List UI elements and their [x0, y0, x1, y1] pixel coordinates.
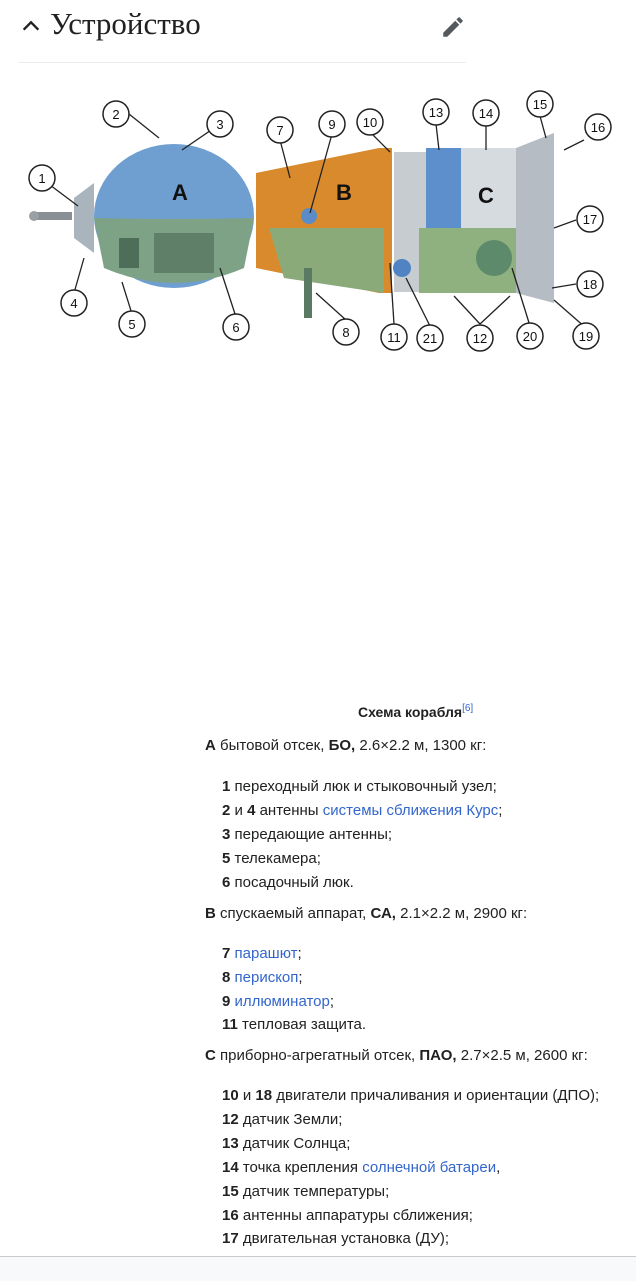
callout-label-17: 17: [582, 212, 598, 227]
callout-label-18: 18: [582, 277, 598, 292]
list-item: 5 телекамера;: [222, 850, 321, 867]
figure-caption: [358, 703, 473, 720]
callout-label-21: 21: [422, 331, 438, 346]
kurs-system-link[interactable]: системы сближения Курс: [322, 802, 499, 819]
periscope-link[interactable]: перископ: [234, 969, 299, 986]
service-module: [393, 133, 554, 303]
list-item: 6 посадочный люк.: [222, 874, 354, 891]
callout-label-10: 10: [362, 115, 378, 130]
list-item: 3 передающие антенны;: [222, 826, 393, 843]
callout-label-6: 6: [232, 320, 240, 335]
porthole-link[interactable]: иллюминатор: [234, 993, 330, 1010]
list-item: 7 парашют;: [222, 945, 302, 962]
callout-label-11: 11: [387, 330, 401, 345]
section-header[interactable]: [18, 0, 466, 63]
callout-label-13: 13: [428, 105, 444, 120]
callout-label-20: 20: [522, 329, 538, 344]
group-a-heading: A бытовой отсек, БО, 2.6×2.2 м, 1300 кг:: [205, 737, 487, 754]
callout-label-1: 1: [38, 171, 46, 186]
parachute-link[interactable]: парашют: [234, 945, 298, 962]
callout-label-2: 2: [112, 107, 120, 122]
edit-pencil-icon[interactable]: [440, 14, 466, 40]
list-item: 8 перископ;: [222, 969, 303, 986]
callout-label-19: 19: [578, 329, 594, 344]
descent-module: [256, 148, 392, 318]
list-item: 2 и 4 антенны системы сближения Курс;: [222, 802, 503, 819]
orbital-module: [29, 144, 254, 288]
callout-label-4: 4: [70, 296, 78, 311]
callout-label-14: 14: [478, 106, 494, 121]
bottom-toolbar: [0, 1256, 636, 1281]
list-item: 14 точка крепления солнечной батареи,: [222, 1159, 501, 1176]
list-item: 12 датчик Земли;: [222, 1111, 343, 1128]
list-item: 15 датчик температуры;: [222, 1183, 390, 1200]
list-item: 9 иллюминатор;: [222, 993, 335, 1010]
chevron-up-icon[interactable]: [20, 15, 42, 37]
caption-text: Схема корабля: [358, 704, 463, 720]
callout-label-7: 7: [276, 123, 284, 138]
list-item: 16 антенны аппаратуры сближения;: [222, 1207, 473, 1224]
solar-battery-link[interactable]: солнечной батареи: [362, 1159, 497, 1176]
compartment-letter-a: A: [172, 180, 188, 205]
compartment-letter-b: B: [336, 180, 352, 205]
callout-label-15: 15: [532, 97, 548, 112]
callout-label-8: 8: [342, 325, 350, 340]
section-title: Устройство: [50, 6, 201, 41]
list-item: 13 датчик Солнца;: [222, 1135, 351, 1152]
callout-label-5: 5: [128, 317, 136, 332]
list-item: 1 переходный люк и стыковочный узел;: [222, 778, 497, 795]
group-b-heading: B спускаемый аппарат, СА, 2.1×2.2 м, 2900 кг:: [205, 905, 528, 922]
group-c-heading: C приборно-агрегатный отсек, ПАО, 2.7×2.5 м, 2600 кг:: [205, 1047, 588, 1064]
callout-label-3: 3: [216, 117, 224, 132]
callout-label-16: 16: [590, 120, 606, 135]
callout-label-9: 9: [328, 117, 336, 132]
callout-label-12: 12: [472, 331, 488, 346]
list-item: 11 тепловая защита.: [222, 1016, 367, 1033]
list-item: 17 двигательная установка (ДУ);: [222, 1230, 450, 1247]
list-item: 10 и 18 двигатели причаливания и ориентации (ДПО);: [222, 1087, 600, 1104]
compartment-letter-c: C: [478, 183, 494, 208]
caption-reference-link[interactable]: [6]: [462, 703, 474, 714]
soyuz-diagram[interactable]: [24, 88, 616, 356]
